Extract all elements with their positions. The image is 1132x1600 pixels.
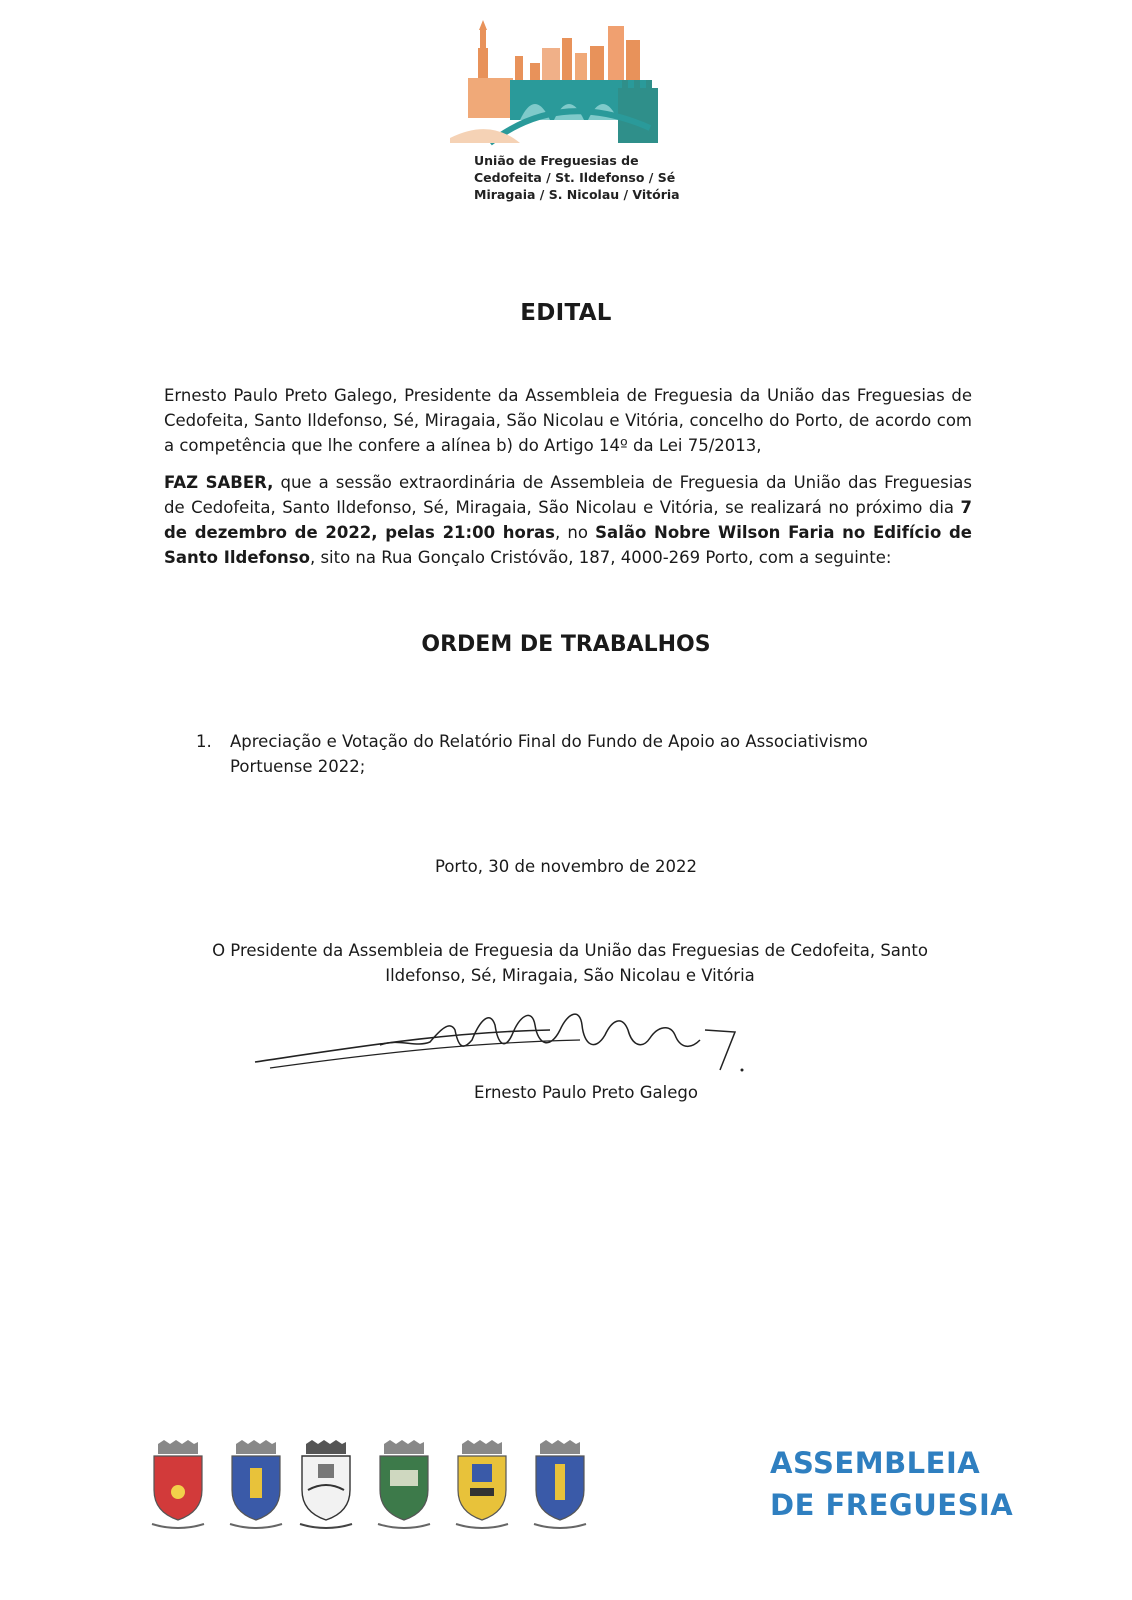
place-date: Porto, 30 de novembro de 2022 — [434, 857, 698, 876]
org-line: União de Freguesias de — [474, 153, 639, 168]
parish-union-logo — [450, 18, 680, 148]
announcement-text: que a sessão extraordinária de Assembleia de Freguesia da União das Freguesias de Cedofeita, Santo Ildefonso, Sé, Miragaia, São Nicolau e Vitória, se realizará no próximo dia — [164, 473, 972, 517]
brand-line: ASSEMBLEIA — [770, 1446, 981, 1480]
organization-name — [474, 152, 714, 203]
brand-line: DE FREGUESIA — [770, 1488, 1014, 1522]
announcement-paragraph — [164, 470, 972, 570]
agenda-item-text: Apreciação e Votação do Relatório Final do Fundo de Apoio ao Associativismo Portuense 2022; — [230, 732, 868, 776]
org-line: Miragaia / S. Nicolau / Vitória — [474, 187, 680, 202]
session-venue: Salão Nobre Wilson Faria no Edifício de Santo Ildefonso — [164, 523, 972, 567]
miragaia-crest-icon — [374, 1440, 434, 1530]
announcement-text: , sito na Rua Gonçalo Cristóvão, 187, 4000-269 Porto, com a seguinte: — [309, 548, 892, 567]
handwritten-signature — [250, 990, 760, 1090]
agenda-title: ORDEM DE TRABALHOS — [421, 632, 711, 657]
assembly-brand — [770, 1442, 1013, 1526]
session-date: 7 de dezembro de 2022, pelas 21:00 horas — [164, 498, 972, 542]
agenda-item — [196, 729, 916, 779]
se-crest-icon — [296, 1440, 356, 1530]
announcement-text: , no — [554, 523, 596, 542]
agenda-item-number: 1. — [196, 732, 212, 751]
faz-saber-label: FAZ SABER, — [164, 473, 274, 492]
cedofeita-crest-icon — [148, 1440, 208, 1530]
sao-nicolau-crest-icon — [452, 1440, 512, 1530]
document-title: EDITAL — [520, 300, 612, 326]
signatory-name: Ernesto Paulo Preto Galego — [474, 1083, 698, 1102]
parish-crests — [148, 1440, 608, 1530]
org-line: Cedofeita / St. Ildefonso / Sé — [474, 170, 676, 185]
vitoria-crest-icon — [530, 1440, 590, 1530]
santo-ildefonso-crest-icon — [226, 1440, 286, 1530]
signatory-role: O Presidente da Assembleia de Freguesia da União das Freguesias de Cedofeita, Santo Ildefonso, Sé, Miragaia, São Nicolau e Vitória — [212, 941, 928, 985]
intro-paragraph: Ernesto Paulo Preto Galego, Presidente da Assembleia de Freguesia da União das Freguesias de Cedofeita, Santo Ildefonso, Sé, Miragaia, São Nicolau e Vitória, concelho do Porto, de acordo com a competência que lhe confere a alínea b) do Artigo 14º da Lei 75/2013, — [164, 386, 972, 455]
